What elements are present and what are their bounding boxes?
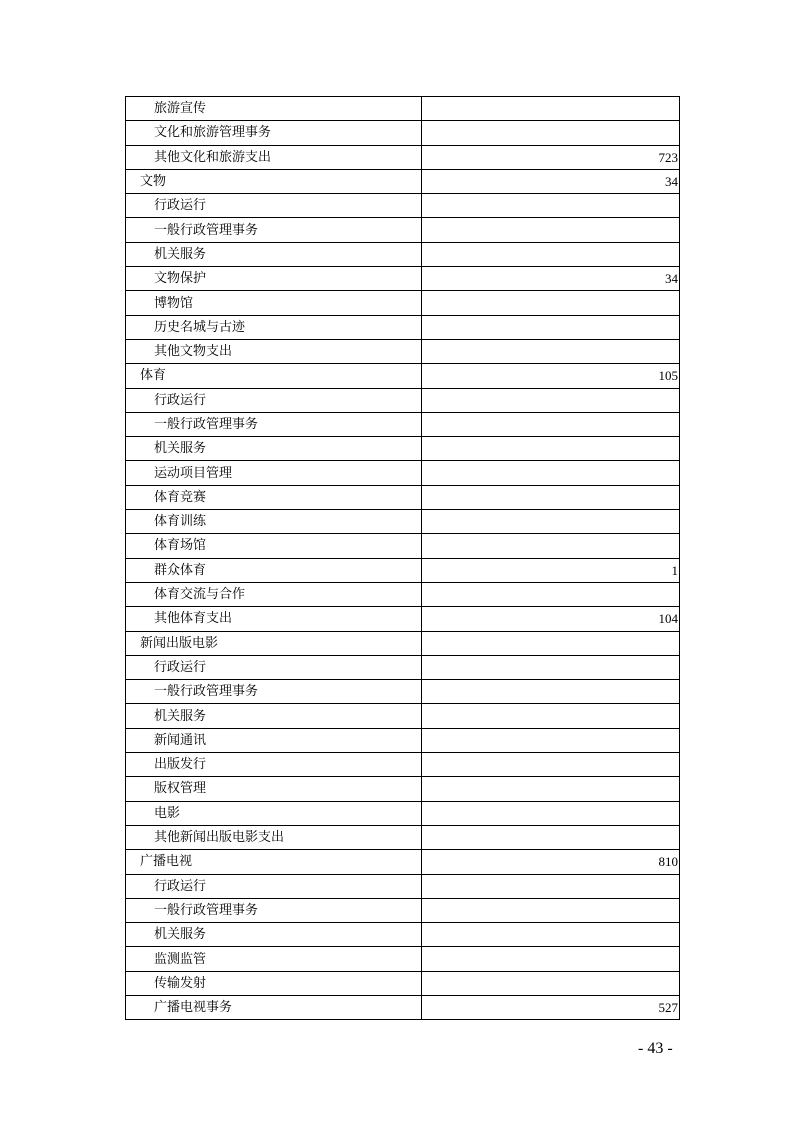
item-name: 体育 xyxy=(126,364,422,388)
item-amount: 723 xyxy=(422,145,680,169)
page-number: - 43 - xyxy=(638,1040,673,1057)
item-amount xyxy=(422,291,680,315)
item-amount: 34 xyxy=(422,169,680,193)
table-row xyxy=(126,510,680,534)
item-name: 监测监管 xyxy=(126,947,422,971)
table-row xyxy=(126,874,680,898)
item-name: 机关服务 xyxy=(126,923,422,947)
item-amount xyxy=(422,437,680,461)
item-name: 运动项目管理 xyxy=(126,461,422,485)
table-row xyxy=(126,995,680,1019)
item-name: 博物馆 xyxy=(126,291,422,315)
table-row xyxy=(126,680,680,704)
item-name: 文物 xyxy=(126,169,422,193)
item-amount xyxy=(422,874,680,898)
table-row xyxy=(126,97,680,121)
table-row xyxy=(126,753,680,777)
item-name: 机关服务 xyxy=(126,242,422,266)
item-name: 体育竞赛 xyxy=(126,485,422,509)
table-row xyxy=(126,315,680,339)
table-row xyxy=(126,850,680,874)
table-row xyxy=(126,339,680,363)
item-amount xyxy=(422,753,680,777)
item-name: 行政运行 xyxy=(126,874,422,898)
item-amount xyxy=(422,121,680,145)
table-row xyxy=(126,607,680,631)
item-name: 广播电视 xyxy=(126,850,422,874)
table-row xyxy=(126,558,680,582)
item-amount xyxy=(422,971,680,995)
item-name: 新闻通讯 xyxy=(126,728,422,752)
table-row xyxy=(126,364,680,388)
item-name: 广播电视事务 xyxy=(126,995,422,1019)
item-name: 其他文物支出 xyxy=(126,339,422,363)
item-name: 文物保护 xyxy=(126,267,422,291)
item-name: 体育训练 xyxy=(126,510,422,534)
table-row xyxy=(126,485,680,509)
item-amount xyxy=(422,947,680,971)
item-amount xyxy=(422,485,680,509)
table-row xyxy=(126,437,680,461)
item-name: 体育交流与合作 xyxy=(126,582,422,606)
item-name: 行政运行 xyxy=(126,655,422,679)
table-row xyxy=(126,412,680,436)
item-amount xyxy=(422,388,680,412)
item-amount: 1 xyxy=(422,558,680,582)
table-row xyxy=(126,267,680,291)
item-amount: 527 xyxy=(422,995,680,1019)
item-name: 传输发射 xyxy=(126,971,422,995)
item-name: 机关服务 xyxy=(126,704,422,728)
item-amount xyxy=(422,825,680,849)
item-name: 一般行政管理事务 xyxy=(126,412,422,436)
item-name: 版权管理 xyxy=(126,777,422,801)
table-row xyxy=(126,971,680,995)
item-amount: 105 xyxy=(422,364,680,388)
item-name: 其他体育支出 xyxy=(126,607,422,631)
item-amount xyxy=(422,461,680,485)
item-amount xyxy=(422,801,680,825)
item-amount xyxy=(422,97,680,121)
table-row xyxy=(126,923,680,947)
item-name: 一般行政管理事务 xyxy=(126,898,422,922)
item-amount xyxy=(422,242,680,266)
item-name: 其他文化和旅游支出 xyxy=(126,145,422,169)
table-row xyxy=(126,121,680,145)
item-amount xyxy=(422,680,680,704)
table-row xyxy=(126,947,680,971)
item-amount xyxy=(422,898,680,922)
table-row xyxy=(126,801,680,825)
item-amount xyxy=(422,582,680,606)
item-amount: 810 xyxy=(422,850,680,874)
table-row xyxy=(126,145,680,169)
table-row xyxy=(126,655,680,679)
item-amount xyxy=(422,412,680,436)
table-row xyxy=(126,388,680,412)
table-row xyxy=(126,777,680,801)
item-name: 机关服务 xyxy=(126,437,422,461)
item-amount: 104 xyxy=(422,607,680,631)
table-row xyxy=(126,194,680,218)
item-amount xyxy=(422,728,680,752)
item-name: 电影 xyxy=(126,801,422,825)
item-amount xyxy=(422,315,680,339)
item-name: 新闻出版电影 xyxy=(126,631,422,655)
item-name: 行政运行 xyxy=(126,194,422,218)
item-name: 行政运行 xyxy=(126,388,422,412)
item-name: 旅游宣传 xyxy=(126,97,422,121)
item-name: 一般行政管理事务 xyxy=(126,218,422,242)
item-amount xyxy=(422,534,680,558)
item-name: 群众体育 xyxy=(126,558,422,582)
table-row xyxy=(126,631,680,655)
item-amount xyxy=(422,510,680,534)
table-row xyxy=(126,461,680,485)
item-name: 历史名城与古迹 xyxy=(126,315,422,339)
item-name: 出版发行 xyxy=(126,753,422,777)
item-amount xyxy=(422,631,680,655)
budget-table xyxy=(125,96,680,1020)
item-amount xyxy=(422,218,680,242)
item-amount xyxy=(422,339,680,363)
table-row xyxy=(126,242,680,266)
table-row xyxy=(126,582,680,606)
table-row xyxy=(126,169,680,193)
table-row xyxy=(126,534,680,558)
item-name: 一般行政管理事务 xyxy=(126,680,422,704)
table-row xyxy=(126,704,680,728)
table-row xyxy=(126,898,680,922)
item-amount xyxy=(422,194,680,218)
table-row xyxy=(126,291,680,315)
item-name: 其他新闻出版电影支出 xyxy=(126,825,422,849)
item-amount xyxy=(422,655,680,679)
table-row xyxy=(126,218,680,242)
table-row xyxy=(126,728,680,752)
item-amount xyxy=(422,923,680,947)
table-row xyxy=(126,825,680,849)
item-amount xyxy=(422,777,680,801)
item-name: 文化和旅游管理事务 xyxy=(126,121,422,145)
item-name: 体育场馆 xyxy=(126,534,422,558)
item-amount: 34 xyxy=(422,267,680,291)
item-amount xyxy=(422,704,680,728)
